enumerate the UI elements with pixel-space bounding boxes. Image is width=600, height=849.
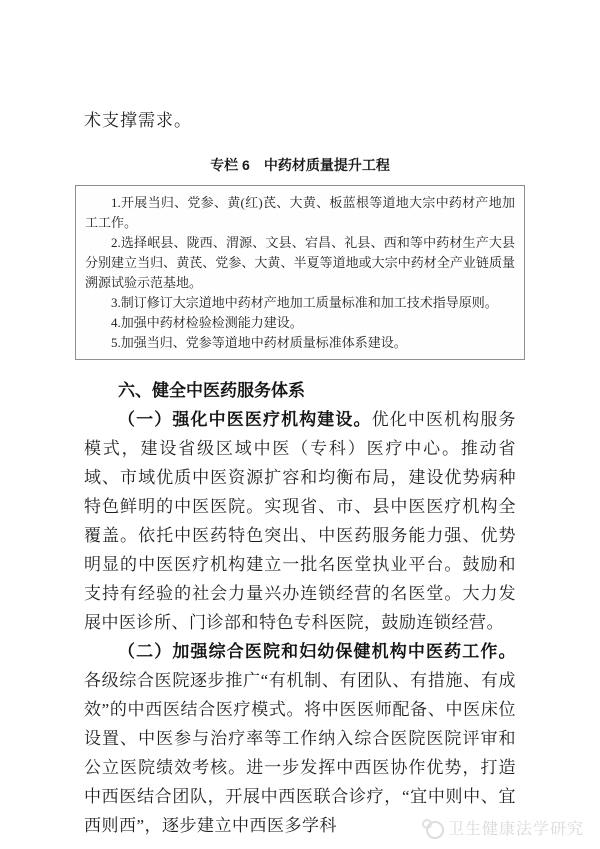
- paragraph-lead: （一）强化中医医疗机构建设。: [118, 410, 372, 429]
- intro-paragraph: 术支撑需求。: [84, 111, 192, 130]
- paragraph: [84, 405, 516, 637]
- column-box-item: 4.加强中药材检验检测能力建设。: [111, 315, 303, 330]
- paragraph-body: 优化中医机构服务模式，建设省级区域中医（专科）医疗中心。推动省域、市域优质中医资源扩容和均衡布局，建设优势病种特色鲜明的中医医院。实现省、市、县中医医疗机构全覆盖。依托中医药特色突出、中医药服务能力强、优势明显的中医医疗机构建立一批名医堂执业平台。鼓励和支持有经验的社会力量兴办连锁经营的名医堂。大力发展中医诊所、门诊部和特色专科医院，鼓励连锁经营。: [84, 410, 517, 632]
- column-box: [75, 185, 525, 360]
- watermark: [422, 816, 584, 839]
- column-box-item: 5.加强当归、党参等道地中药材质量标准体系建设。: [111, 335, 407, 350]
- column-box-item: 3.制订修订大宗道地中药材产地加工质量标准和加工技术指导原则。: [111, 295, 498, 310]
- column-box-item: 2.选择岷县、陇西、渭源、文县、宕昌、礼县、西和等中药材生产大县分别建立当归、黄芪、党参、大黄、半夏等道地或大宗中药材全产业链质量溯源试验示范基地。: [85, 235, 515, 290]
- section-heading: 六、健全中医药服务体系: [118, 381, 305, 400]
- paragraph-body: 各级综合医院逐步推广“有机制、有团队、有措施、有成效”的中西医结合医疗模式。将中医医师配备、中医床位设置、中医参与治疗率等工作纳入综合医院医院评审和公立医院绩效考核。进一步发挥中西医协作优势，打造中西医结合团队，开展中西医联合诊疗，“宜中则中、宜西则西”，逐步建立中西医多学科: [84, 671, 516, 835]
- watermark-logo-icon: [422, 819, 442, 837]
- column-box-item: 1.开展当归、党参、黄(红)芪、大黄、板蓝根等道地大宗中药材产地加工工作。: [85, 195, 515, 230]
- paragraph-lead: （二）加强综合医院和妇幼保健机构中医药工作。: [118, 642, 516, 661]
- column-title: 专栏 6 中药材质量提升工程: [210, 157, 390, 173]
- paragraph: [84, 637, 516, 840]
- watermark-text: 卫生健康法学研究: [447, 821, 584, 838]
